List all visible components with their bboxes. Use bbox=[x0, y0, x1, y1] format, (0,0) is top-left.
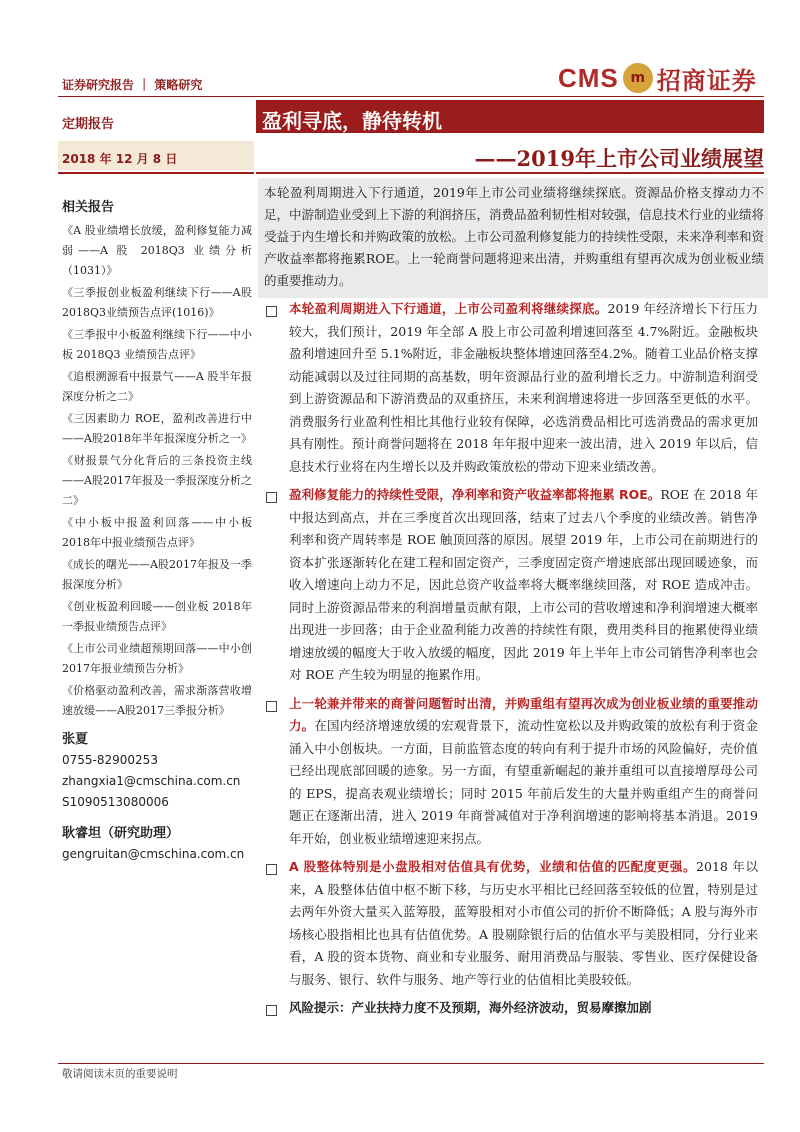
bullet-square-icon bbox=[266, 306, 277, 317]
analyst-email: zhangxia1@cmschina.com.cn bbox=[62, 774, 241, 788]
report-category: 证券研究报告 ｜ 策略研究 bbox=[62, 78, 203, 92]
related-report: 《价格驱动盈利改善，需求渐落营收增速放缓——A股2017三季报分析》 bbox=[62, 684, 252, 717]
key-point-heading: 盈利修复能力的持续性受限，净利率和资产收益率都将拖累 ROE。 bbox=[289, 487, 661, 502]
related-report: 《中小板中报盈利回落——中小板2018年中报业绩预告点评》 bbox=[62, 516, 252, 549]
sidebar bbox=[62, 196, 252, 865]
logo-badge-icon: m bbox=[623, 63, 653, 93]
title-bar bbox=[256, 100, 764, 133]
key-point bbox=[266, 856, 758, 991]
analyst-phone: 0755-82900253 bbox=[62, 753, 158, 767]
key-point-text: 2018 年以来，A 股整体估值中枢不断下移，与历史水平相比已经回落至较低的位置，特别是过去两年外资大量买入蓝筹股，蓝筹股相对小市值公司的折价不断降低；A 股与海外市场核心股指相比也具有估值优势。A 股剔除银行后的估值水平与美股相同，分行业来看，A 股的资本货物、商业和专业服务、耐用消费品与服装、零售业、医疗保健设备与服务、银行、软件与服务、地产等行业的估值相比美股较低。 bbox=[289, 859, 758, 987]
key-point-risk bbox=[266, 997, 758, 1020]
key-point-text: 2019 年经济增长下行压力较大，我们预计，2019 年全部 A 股上市公司盈利增速回落至 4.7%附近。金融板块盈利增速回升至 5.1%附近，非金融板块整体增速回落至4.2%。随着工业品价格支撑动能减弱以及过往同期的高基数，明年资源品行业的盈利增长乏力。中游制造利润受到上游资源品和下游消费品的双重挤压，未来利润增速将进一步回落至更低的水平。消费服务行业盈利性相比其他行业较有保障，必选消费品相比可选消费品的需求更加具有刚性。预计商誉问题将在 2018 年年报中迎来一波出清，进入 2019 年以后，信息技术行业将在内生增长以及并购政策放松的带动下迎来业绩改善。 bbox=[289, 301, 758, 474]
risk-warning: 风险提示：产业扶持力度不及预期，海外经济波动，贸易摩擦加剧 bbox=[289, 1000, 652, 1015]
key-point-heading: 上一轮兼并带来的商誉问题暂时出清，并购重组有望再次成为创业板业绩的重要推动力。 bbox=[289, 695, 758, 733]
key-point-text: ROE 在 2018 年中报达到高点，并在三季度首次出现回落，结束了过去八个季度的业绩改善。销售净利率和资产周转率是 ROE 触顶回落的原因。展望 2019 年，上市公司在前期进行的资本扩张逐渐转化在建工程和固定资产，三季度固定资产增速底部出现回暖迹象，而收入增速向上动力不足，因此总资产收益率将大概率继续回落，对 ROE 造成冲击。同时上游资源品带来的利润增量贡献有限，上市公司的营收增速和净利润增速大概率出现进一步回落；由于企业盈利能力改善的持续性有限，费用类科目的拖累使得业绩增速放缓的幅度大于收入放缓的幅度，因此 2019 年上半年上市公司销售净利率也会对 ROE 产生较为明显的拖累作用。 bbox=[289, 487, 758, 682]
key-point bbox=[266, 693, 758, 851]
related-report: 《三季报中小板盈利继续下行——中小板 2018Q3 业绩预告点评》 bbox=[62, 328, 252, 361]
sidebar-divider bbox=[58, 172, 254, 174]
related-report: 《追根溯源看中报景气——A 股半年报深度分析之二》 bbox=[62, 370, 252, 403]
related-report: 《成长的曙光——A股2017年报及一季报深度分析》 bbox=[62, 558, 252, 591]
analyst-contact bbox=[62, 729, 252, 865]
key-point bbox=[266, 298, 758, 478]
related-report: 《三因素助力 ROE，盈利改善进行中——A股2018年半年报深度分析之一》 bbox=[62, 412, 252, 445]
analyst-name: 张夏 bbox=[62, 732, 89, 747]
key-point-heading: A 股整体特别是小盘股相对估值具有优势，业绩和估值的匹配度更强。 bbox=[289, 859, 697, 874]
page-title: 盈利寻底，静待转机 bbox=[262, 109, 442, 133]
summary-box: 本轮盈利周期进入下行通道，2019年上市公司业绩将继续探底。资源品价格支撑动力不足，中游制造业受到上下游的利润挤压，消费品盈利韧性相对较强，信息技术行业的业绩将受益于内生增长和并购政策的放松。上市公司盈利修复能力的持续性受限，未来净利率和资产收益率都将拖累ROE。上一轮商誉问题将迎来出清，并购重组有望再次成为创业板业绩的重要推动力。 bbox=[258, 178, 768, 298]
bullet-square-icon bbox=[266, 864, 277, 875]
page-subtitle: ——2019年上市公司业绩展望 bbox=[474, 146, 764, 171]
key-point-heading: 本轮盈利周期进入下行通道，上市公司盈利将继续探底。 bbox=[289, 301, 608, 316]
analyst-license: S1090513080006 bbox=[62, 795, 169, 809]
assistant-email: gengruitan@cmschina.com.cn bbox=[62, 847, 245, 861]
related-report: 《A 股业绩增长放缓，盈利修复能力减弱——A 股 2018Q3 业绩分析（1031）》 bbox=[62, 224, 252, 277]
logo-chinese: 招商证券 bbox=[656, 66, 757, 95]
company-logo bbox=[558, 60, 758, 96]
report-type: 定期报告 bbox=[62, 117, 115, 132]
related-reports-heading: 相关报告 bbox=[62, 200, 115, 215]
bullet-square-icon bbox=[266, 1005, 277, 1016]
bullet-square-icon bbox=[266, 701, 277, 712]
bullet-square-icon bbox=[266, 492, 277, 503]
related-report: 《三季报创业板盈利继续下行——A股2018Q3业绩预告点评(1016)》 bbox=[62, 286, 252, 319]
key-points bbox=[266, 298, 758, 1026]
header-divider bbox=[58, 96, 764, 97]
key-point-text: 在国内经济增速放缓的宏观背景下，流动性宽松以及并购政策的放松有利于资金涌入中小创板块。一方面，目前监管态度的转向有利于提升市场的风险偏好，壳价值已经出现底部回暖的迹象。另一方面，有望重新崛起的兼并重组可以直接增厚母公司的 EPS，提高表观业绩增长；同时 2015 年前后发生的大量并购重组产生的商誉问题正在逐渐出清，进入 2019 年商誉减值对于净利润增速的影响将基本消退。2019 年开始，创业板业绩增速迎来拐点。 bbox=[289, 718, 758, 846]
related-report: 《创业板盈利回暖——创业板 2018年一季报业绩预告点评》 bbox=[62, 600, 252, 633]
logo-latin: CMS bbox=[558, 62, 619, 93]
main-divider bbox=[256, 172, 764, 174]
assistant-name: 耿睿坦（研究助理） bbox=[62, 826, 180, 841]
related-report: 《上市公司业绩超预期回落——中小创 2017年报业绩预告分析》 bbox=[62, 642, 252, 675]
related-report: 《财报景气分化背后的三条投资主线——A股2017年报及一季报深度分析之二》 bbox=[62, 454, 252, 507]
report-date: 2018 年 12 月 8 日 bbox=[62, 152, 178, 166]
footer-divider bbox=[58, 1063, 764, 1064]
footer-note: 敬请阅读末页的重要说明 bbox=[62, 1068, 178, 1080]
key-point bbox=[266, 484, 758, 687]
